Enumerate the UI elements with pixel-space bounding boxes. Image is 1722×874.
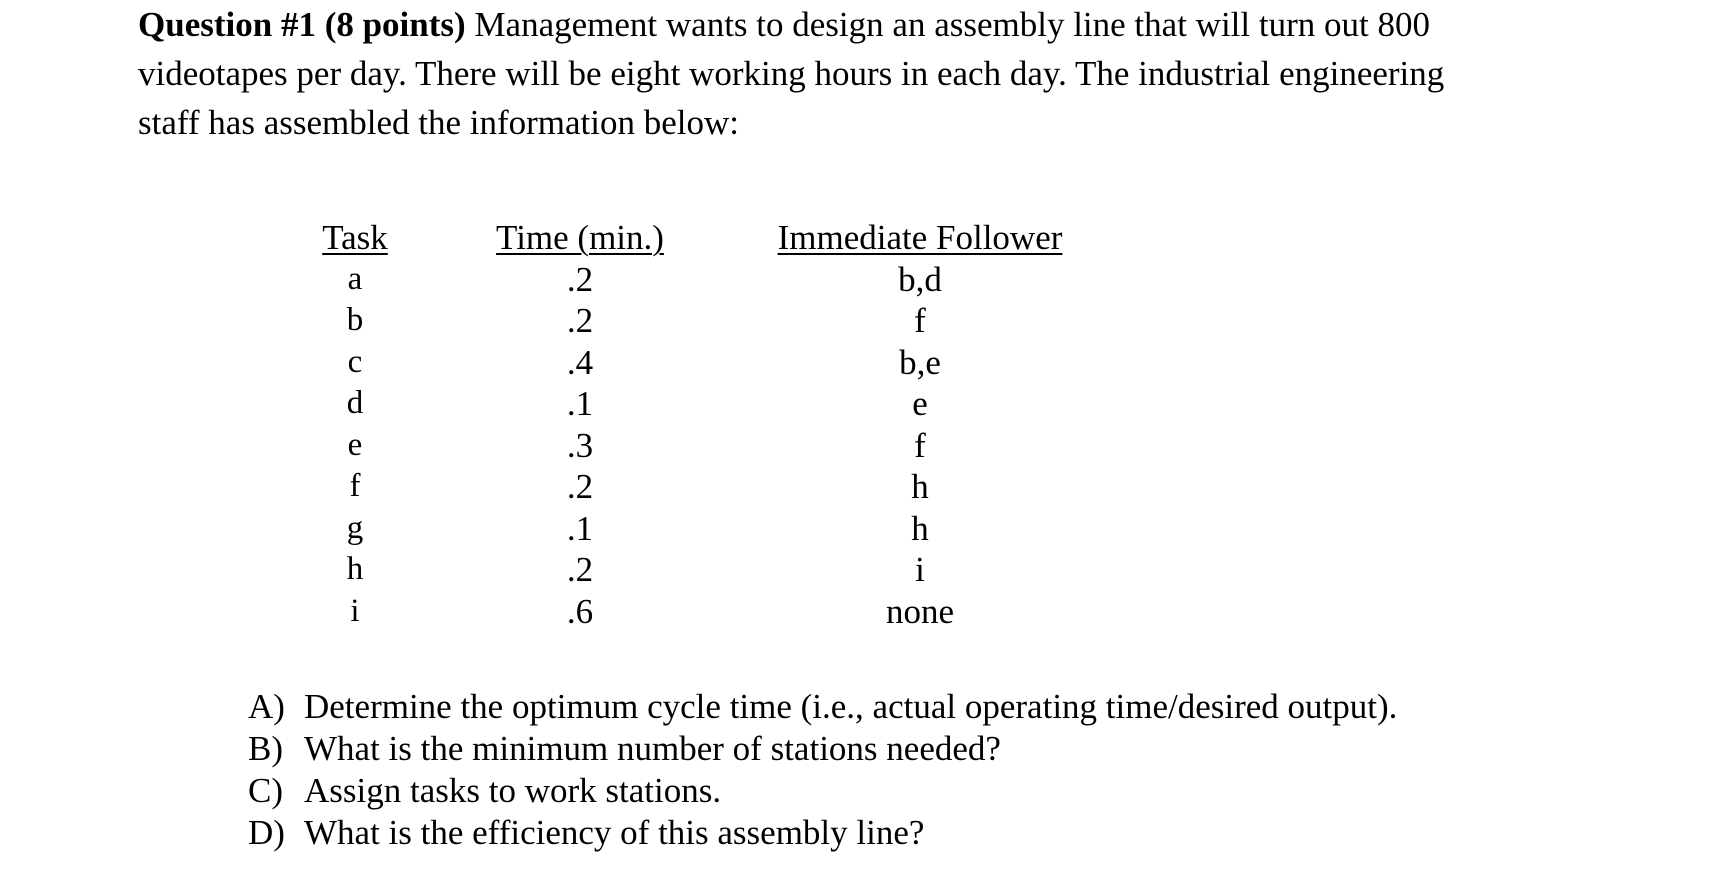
question-part [248,728,1397,770]
part-text: What is the efficiency of this assembly line? [304,813,925,852]
follower-column [765,217,1075,632]
time-cell: .2 [566,550,594,589]
follower-cell: b,d [898,259,942,299]
time-cell: .4 [566,342,594,382]
follower-cell: h [911,467,929,506]
follower-cell: h [911,508,929,548]
question-part [248,812,1397,854]
question-line-1 [138,0,1638,49]
time-cell: .1 [566,508,594,548]
follower-cell: b,e [899,342,941,382]
question-line-3: staff has assembled the information below: [138,103,740,142]
task-cell: d [346,385,364,421]
follower-header: Immediate Follower [777,218,1063,257]
time-header: Time (min.) [496,218,664,257]
time-cell: .6 [566,591,594,631]
follower-cell: f [914,425,926,465]
part-label: C) [248,771,283,810]
question-text [138,0,1638,147]
task-column [300,217,410,632]
time-cell: .3 [566,425,594,465]
question-line-2: videotapes per day. There will be eight working hours in each day. The industrial engineering [138,54,1445,93]
task-cell: f [349,468,361,504]
task-cell: b [346,302,364,338]
question-part [248,770,1397,812]
part-label: B) [248,729,283,768]
question-heading: Question #1 (8 points) [138,5,466,44]
time-cell: .2 [566,301,594,340]
time-cell: .2 [566,467,594,506]
part-label: A) [248,687,285,726]
task-cell: c [347,343,363,380]
part-label: D) [248,813,285,852]
task-cell: a [347,260,363,297]
follower-cell: i [915,550,925,589]
time-column [475,217,685,632]
question-part [248,686,1397,728]
question-parts-list [248,686,1397,854]
task-cell: g [346,509,364,546]
time-cell: .1 [566,384,594,423]
task-header: Task [322,218,388,257]
time-cell: .2 [566,259,594,299]
follower-cell: none [885,591,955,631]
question-line-1-text: Management wants to design an assembly line that will turn out 800 [465,5,1430,44]
task-cell: h [346,551,364,587]
follower-cell: f [914,301,926,340]
task-cell: e [347,426,363,463]
part-text: Determine the optimum cycle time (i.e., actual operating time/desired output). [304,687,1398,726]
task-cell: i [350,592,360,629]
follower-cell: e [912,384,928,423]
part-text: Assign tasks to work stations. [304,771,722,810]
part-text: What is the minimum number of stations needed? [304,729,1001,768]
